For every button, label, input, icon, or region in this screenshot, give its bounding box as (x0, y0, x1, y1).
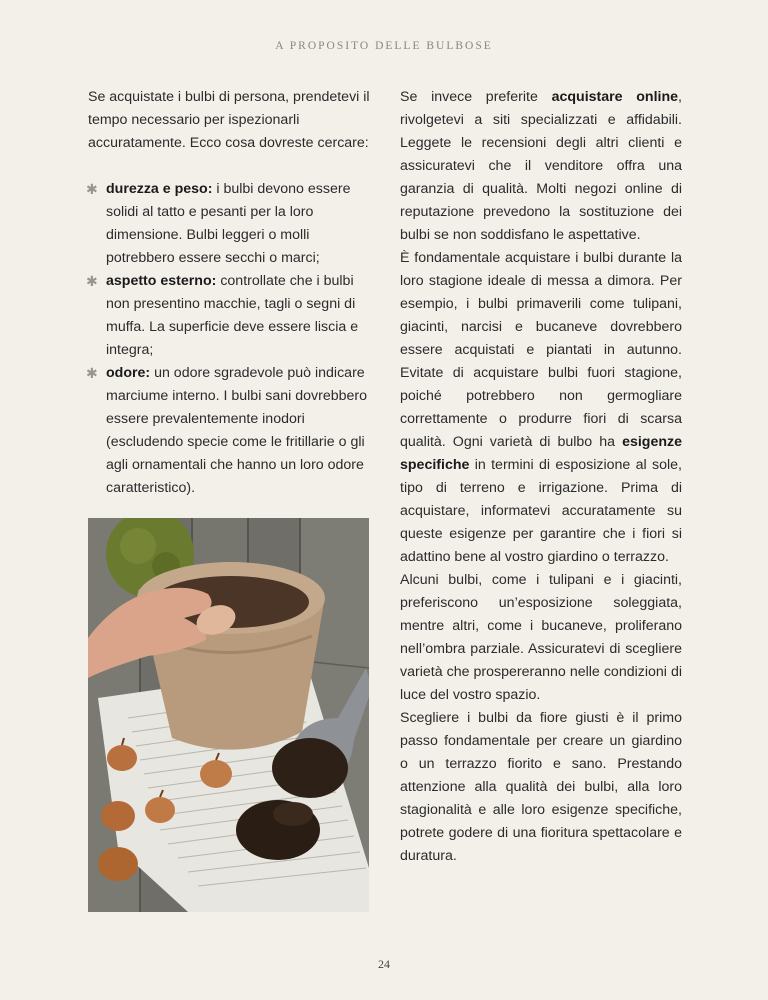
bullet-term: odore: (106, 365, 151, 381)
list-item (88, 270, 370, 362)
bullet-term: aspetto esterno: (106, 273, 217, 289)
text-run: , rivolgetevi a siti specializzati e affidabili. Leggete le recensioni degli altri clienti e assicuratevi che il venditore offra una garanzia di qualità. Molti negozi online di reputazione prevedono la sostituzione dei bulbi se non soddisfano le aspettative. (400, 89, 682, 243)
right-column (400, 86, 682, 868)
photo-bulb-planting (88, 518, 369, 912)
text-run: in termini di esposizione al sole, tipo di terreno e irrigazione. Prima di acquistare, informatevi accuratamente su queste esigenze per garantire che i fiori si adattino bene al vostro giardino o terrazzo. (400, 457, 682, 565)
bullet-text: un odore sgradevole può indicare marciume interno. I bulbi sani dovrebbero essere prevalentemente inodori (escludendo specie come le fritillarie o gli agli ornamentali che hanno un loro odore caratteristico). (106, 365, 368, 496)
keyword-specific-needs: esigenze specifiche (400, 434, 682, 473)
star-icon: ✱ (86, 273, 98, 289)
paragraph-online (400, 86, 682, 247)
list-item (88, 362, 370, 500)
bullet-list (88, 178, 370, 500)
running-head: A PROPOSITO DELLE BULBOSE (275, 40, 493, 52)
paragraph-season (400, 247, 682, 569)
paragraph-light: Alcuni bulbi, come i tulipani e i giacinti, preferiscono un’esposizione soleggiata, mentre altri, come i bucaneve, proliferano nell’ombra parziale. Assicuratevi di scegliere varietà che prospereranno nelle condizioni di luce del vostro spazio. (400, 572, 682, 703)
page-number: 24 (378, 957, 390, 971)
bullet-text: controllate che i bulbi non presentino macchie, tagli o segni di muffa. La superficie deve essere liscia e integra; (106, 273, 359, 358)
bullet-term: durezza e peso: (106, 181, 213, 197)
text-run: È fondamentale acquistare i bulbi durante la loro stagione ideale di messa a dimora. Per esempio, i bulbi primaverili come tulipani, giacinti, narcisi e bucaneve dovrebbero essere acquistati e piantati in autunno. Evitate di acquistare bulbi fuori stagione, poiché potrebbero non germogliare correttamente o produrre fiori di scarsa qualità. Ogni varietà di bulbo ha (400, 250, 682, 450)
star-icon: ✱ (86, 365, 98, 381)
star-icon: ✱ (86, 181, 98, 197)
text-run: Se invece preferite (400, 89, 552, 105)
paragraph-conclusion: Scegliere i bulbi da fiore giusti è il primo passo fondamentale per creare un giardino o un terrazzo fiorito e sano. Prestando attenzione alla qualità dei bulbi, alla loro stagionalità e alle loro esigenze specifiche, potrete godere di una fioritura spettacolare e duratura. (400, 710, 682, 864)
intro-paragraph: Se acquistate i bulbi di persona, prendetevi il tempo necessario per ispezionarli accuratamente. Ecco cosa dovreste cercare: (88, 89, 370, 151)
bullet-text: i bulbi devono essere solidi al tatto e pesanti per la loro dimensione. Bulbi leggeri o molli potrebbero essere secchi o marci; (106, 181, 351, 266)
keyword-online: acquistare online (551, 89, 679, 105)
left-column (88, 86, 370, 500)
list-item (88, 178, 370, 270)
